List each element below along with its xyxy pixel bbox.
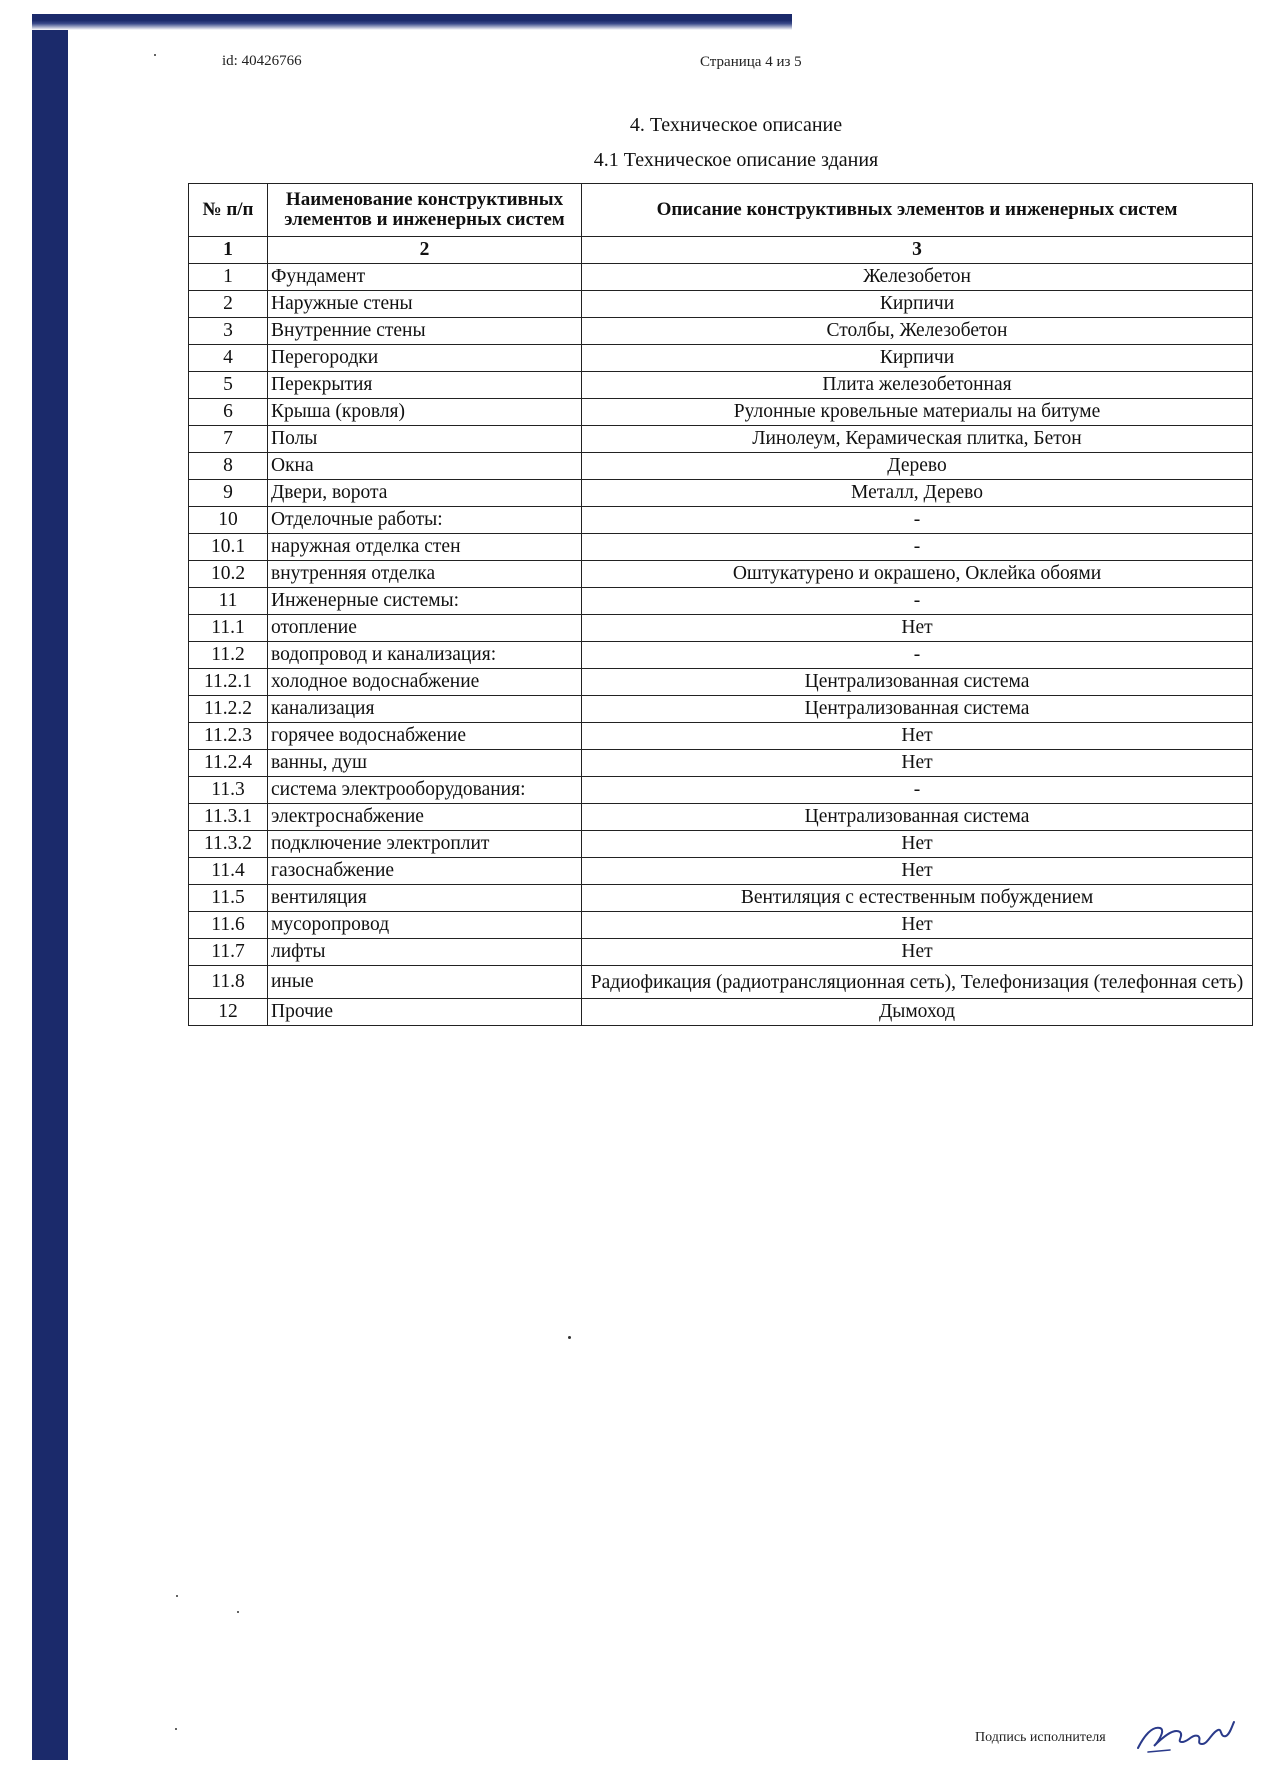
row-name-cell: холодное водоснабжение — [268, 669, 582, 696]
row-description-cell: Централизованная система — [582, 804, 1253, 831]
row-number-cell: 11.6 — [189, 912, 268, 939]
row-name-cell: электроснабжение — [268, 804, 582, 831]
row-name-cell: Перегородки — [268, 345, 582, 372]
table-row — [189, 669, 1253, 696]
index-cell-2: 2 — [268, 237, 582, 264]
row-name-cell: Отделочные работы: — [268, 507, 582, 534]
row-name-cell: внутренняя отделка — [268, 561, 582, 588]
document-id: id: 40426766 — [222, 53, 302, 69]
row-number-cell: 2 — [189, 291, 268, 318]
row-description-cell: Нет — [582, 615, 1253, 642]
table-row — [189, 588, 1253, 615]
table-row — [189, 291, 1253, 318]
row-number-cell: 11.4 — [189, 858, 268, 885]
table-header-row — [189, 184, 1253, 237]
table-row — [189, 345, 1253, 372]
row-name-cell: водопровод и канализация: — [268, 642, 582, 669]
row-number-cell: 10.2 — [189, 561, 268, 588]
row-number-cell: 10.1 — [189, 534, 268, 561]
row-name-cell: газоснабжение — [268, 858, 582, 885]
row-description-cell: Нет — [582, 858, 1253, 885]
table-row — [189, 453, 1253, 480]
row-name-cell: горячее водоснабжение — [268, 723, 582, 750]
row-number-cell: 11.2.1 — [189, 669, 268, 696]
row-description-cell: Кирпичи — [582, 291, 1253, 318]
row-description-cell: Радиофикация (радиотрансляционная сеть), Телефонизация (телефонная сеть) — [582, 966, 1253, 999]
table-row — [189, 723, 1253, 750]
row-description-cell: - — [582, 534, 1253, 561]
row-description-cell: - — [582, 642, 1253, 669]
row-name-cell: Полы — [268, 426, 582, 453]
row-description-cell: Нет — [582, 750, 1253, 777]
row-name-cell: ванны, душ — [268, 750, 582, 777]
header-number: № п/п — [189, 184, 268, 237]
scan-speck — [237, 1611, 239, 1613]
row-number-cell: 5 — [189, 372, 268, 399]
row-description-cell: Нет — [582, 912, 1253, 939]
row-description-cell: Нет — [582, 831, 1253, 858]
table-row — [189, 372, 1253, 399]
row-description-cell: - — [582, 507, 1253, 534]
row-name-cell: иные — [268, 966, 582, 999]
row-name-cell: вентиляция — [268, 885, 582, 912]
row-name-cell: Инженерные системы: — [268, 588, 582, 615]
row-number-cell: 11.2.3 — [189, 723, 268, 750]
table-row — [189, 561, 1253, 588]
row-name-cell: Прочие — [268, 999, 582, 1026]
row-description-cell: - — [582, 588, 1253, 615]
row-number-cell: 11.2 — [189, 642, 268, 669]
subsection-title: 4.1 Техническое описание здания — [593, 149, 879, 171]
row-name-cell: Фундамент — [268, 264, 582, 291]
index-cell-3: 3 — [582, 237, 1253, 264]
row-description-cell: Дымоход — [582, 999, 1253, 1026]
signature-label: Подпись исполнителя — [975, 1730, 1106, 1745]
row-number-cell: 11.7 — [189, 939, 268, 966]
row-name-cell: наружная отделка стен — [268, 534, 582, 561]
row-name-cell: Перекрытия — [268, 372, 582, 399]
row-number-cell: 11.3.2 — [189, 831, 268, 858]
table-row — [189, 750, 1253, 777]
row-number-cell: 11.3.1 — [189, 804, 268, 831]
row-description-cell: Железобетон — [582, 264, 1253, 291]
row-number-cell: 11.3 — [189, 777, 268, 804]
row-number-cell: 9 — [189, 480, 268, 507]
row-number-cell: 11.8 — [189, 966, 268, 999]
row-number-cell: 1 — [189, 264, 268, 291]
table-row — [189, 534, 1253, 561]
row-description-cell: Столбы, Железобетон — [582, 318, 1253, 345]
row-description-cell: Плита железобетонная — [582, 372, 1253, 399]
row-description-cell: Кирпичи — [582, 345, 1253, 372]
row-number-cell: 3 — [189, 318, 268, 345]
row-description-cell: Нет — [582, 939, 1253, 966]
table-row — [189, 804, 1253, 831]
row-description-cell: Дерево — [582, 453, 1253, 480]
row-number-cell: 11.2.2 — [189, 696, 268, 723]
handwritten-signature — [1130, 1706, 1240, 1756]
table-row — [189, 696, 1253, 723]
row-description-cell: - — [582, 777, 1253, 804]
scan-speck — [568, 1336, 571, 1339]
binder-strip — [32, 14, 68, 1760]
row-description-cell: Рулонные кровельные материалы на битуме — [582, 399, 1253, 426]
row-description-cell: Линолеум, Керамическая плитка, Бетон — [582, 426, 1253, 453]
table-row — [189, 912, 1253, 939]
row-name-cell: Двери, ворота — [268, 480, 582, 507]
row-number-cell: 11.1 — [189, 615, 268, 642]
row-number-cell: 11 — [189, 588, 268, 615]
table-row — [189, 831, 1253, 858]
section-title: 4. Техническое описание — [629, 114, 843, 136]
table-row — [189, 885, 1253, 912]
technical-description-table — [188, 183, 1253, 1026]
row-description-cell: Нет — [582, 723, 1253, 750]
row-description-cell: Централизованная система — [582, 669, 1253, 696]
table-row — [189, 264, 1253, 291]
row-number-cell: 12 — [189, 999, 268, 1026]
row-name-cell: отопление — [268, 615, 582, 642]
table-row — [189, 999, 1253, 1026]
row-name-cell: Внутренние стены — [268, 318, 582, 345]
row-description-cell: Вентиляция с естественным побуждением — [582, 885, 1253, 912]
row-name-cell: канализация — [268, 696, 582, 723]
row-name-cell: Крыша (кровля) — [268, 399, 582, 426]
table-row — [189, 507, 1253, 534]
row-name-cell: Окна — [268, 453, 582, 480]
column-index-row — [189, 237, 1253, 264]
index-cell-1: 1 — [189, 237, 268, 264]
binder-top-edge — [32, 14, 792, 30]
row-number-cell: 11.2.4 — [189, 750, 268, 777]
row-number-cell: 11.5 — [189, 885, 268, 912]
header-name: Наименование конструктивных элементов и инженерных систем — [268, 184, 582, 237]
scan-speck — [175, 1728, 177, 1730]
table-row — [189, 966, 1253, 999]
table-row — [189, 615, 1253, 642]
row-number-cell: 6 — [189, 399, 268, 426]
row-name-cell: лифты — [268, 939, 582, 966]
row-description-cell: Оштукатурено и окрашено, Оклейка обоями — [582, 561, 1253, 588]
table-row — [189, 642, 1253, 669]
table-row — [189, 399, 1253, 426]
row-description-cell: Централизованная система — [582, 696, 1253, 723]
table-body — [189, 237, 1253, 1026]
table-row — [189, 858, 1253, 885]
table-row — [189, 777, 1253, 804]
scan-speck — [176, 1595, 178, 1597]
row-name-cell: Наружные стены — [268, 291, 582, 318]
table-row — [189, 480, 1253, 507]
page-number: Страница 4 из 5 — [700, 54, 802, 70]
header-description: Описание конструктивных элементов и инженерных систем — [582, 184, 1253, 237]
row-number-cell: 7 — [189, 426, 268, 453]
row-description-cell: Металл, Дерево — [582, 480, 1253, 507]
row-number-cell: 10 — [189, 507, 268, 534]
table-row — [189, 939, 1253, 966]
row-name-cell: система электрооборудования: — [268, 777, 582, 804]
row-number-cell: 4 — [189, 345, 268, 372]
table-row — [189, 426, 1253, 453]
row-name-cell: мусоропровод — [268, 912, 582, 939]
scan-speck — [154, 54, 156, 56]
row-name-cell: подключение электроплит — [268, 831, 582, 858]
row-number-cell: 8 — [189, 453, 268, 480]
table-row — [189, 318, 1253, 345]
